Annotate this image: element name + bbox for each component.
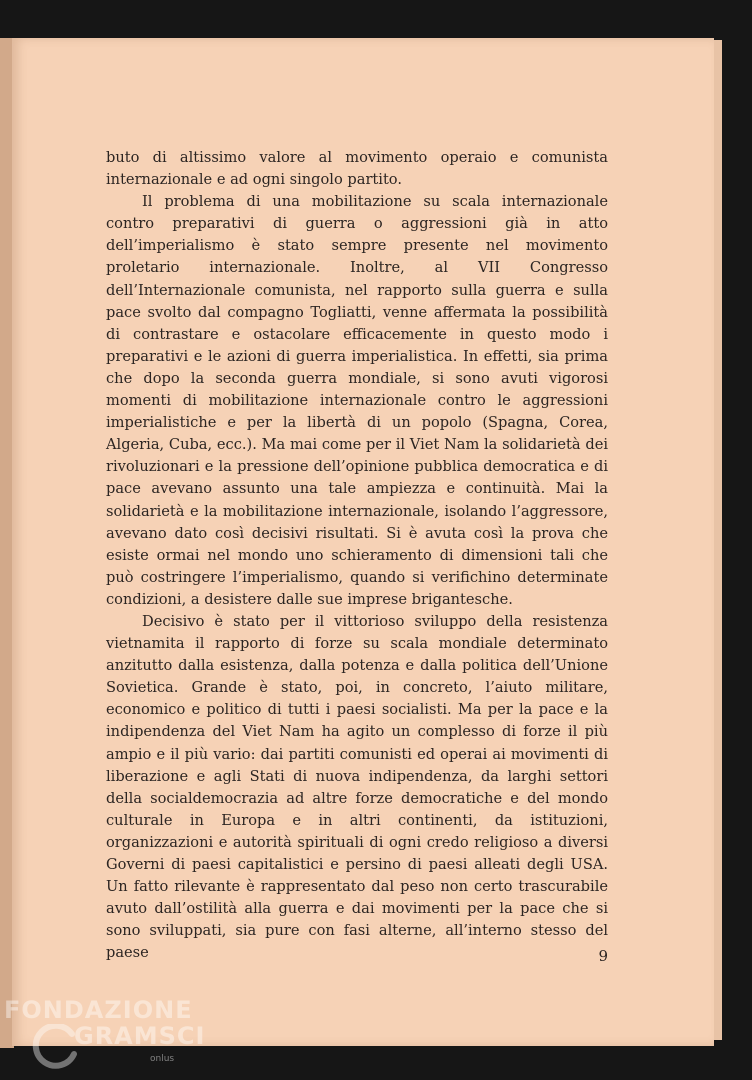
- watermark-line1: FONDAZIONE: [4, 996, 193, 1024]
- paragraph-continuation: buto di altissimo valore al movimento operaio e comunista internazionale e ad ogni singolo partito.: [106, 149, 608, 189]
- watermark-line2: GRAMSCI: [74, 1022, 206, 1050]
- swirl-logo-icon: [32, 1024, 78, 1070]
- paragraph-decisivo: Decisivo è stato per il vittorioso sviluppo della resistenza vietnamita il rapporto di forze su scala mondiale determinato anzitutto dalla esistenza, dalla potenza e dalla politica dell’Unione Sovietica. Grande è stato, poi, in concreto, l’aiuto militare, economico e politico di tutti i paesi socialisti. Ma per la pace e la indipendenza del Viet Nam ha agito un complesso di forze il più ampio e il più vario: dai partiti comunisti ed operai ai movimenti di liberazione e agli Stati di nuova indipendenza, da larghi settori della socialdemocrazia ad altre forze democratiche e del mondo culturale in Europa e in altri continenti, da istituzioni, organizzazioni e autorità spirituali di ogni credo religioso a diversi Governi di paesi capitalistici e persino di paesi alleati degli USA. Un fatto rilevante è rappresentato dal peso non certo trascurabile avuto dall’ostilità alla guerra e dai movimenti per la pace che si sono sviluppati, sia pure con fasi alterne, all’interno stesso del paese: [106, 612, 608, 962]
- watermark-sub: onlus: [150, 1054, 175, 1064]
- fondazione-gramsci-watermark: [4, 996, 204, 1076]
- page-number: 9: [598, 947, 608, 965]
- body-text: [106, 147, 608, 964]
- paragraph-mobilitazione: Il problema di una mobilitazione su scala internazionale contro preparativi di guerra o aggressioni già in atto dell’imperialismo è stato sempre presente nel movimento proletario internazionale. Inoltre, al VII Congresso dell’Internazionale comunista, nel rapporto sulla guerra e sulla pace svolto dal compagno Togliatti, venne affermata la possibilità di contrastare e ostacolare efficacemente in questo modo i preparativi e le azioni di guerra imperialistica. In effetti, sia prima che dopo la seconda guerra mondiale, si sono avuti vigorosi momenti di mobilitazione internazionale contro le aggressioni imperialistiche e per la libertà di un popolo (Spagna, Corea, Algeria, Cuba, ecc.). Ma mai come per il Viet Nam la solidarietà dei rivoluzionari e la pressione dell’opinione pubblica democratica e di pace avevano assunto una tale ampiezza e continuità. Mai la solidarietà e la mobilitazione internazionale, isolando l’aggressore, avevano dato così decisivi risultati. Si è avuta così la prova che esiste ormai nel mondo uno schieramento di dimensioni tali che può costringere l’imperialismo, quando si verifichino determinate condizioni, a desistere dalle sue imprese brigantesche.: [106, 193, 608, 608]
